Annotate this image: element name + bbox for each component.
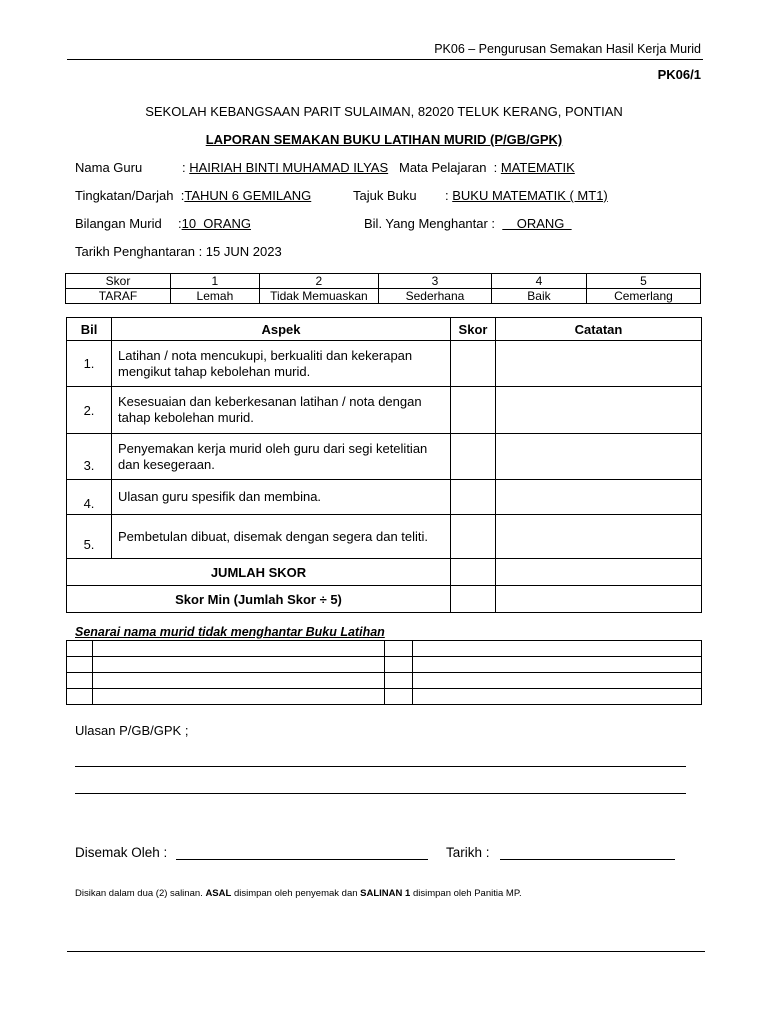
date-label: Tarikh : bbox=[446, 845, 490, 860]
total-score-label: JUMLAH SKOR bbox=[67, 559, 451, 586]
header-divider bbox=[67, 59, 703, 60]
report-title: LAPORAN SEMAKAN BUKU LATIHAN MURID (P/GB/GPK) bbox=[205, 132, 563, 147]
score-cell[interactable] bbox=[451, 434, 496, 480]
bilangan-murid-field bbox=[178, 216, 251, 231]
student-number-cell[interactable] bbox=[385, 641, 413, 657]
comments-line-1[interactable] bbox=[75, 766, 686, 767]
score-scale-cell: Sederhana bbox=[378, 289, 491, 304]
student-number-cell[interactable] bbox=[385, 657, 413, 673]
footer-note-asal: ASAL bbox=[205, 888, 232, 899]
table-row bbox=[67, 480, 702, 515]
form-header-title: PK06 – Pengurusan Semakan Hasil Kerja Murid bbox=[434, 42, 701, 56]
nama-guru-sep: : bbox=[182, 160, 190, 175]
mata-pelajaran-label: Mata Pelajaran : bbox=[399, 160, 501, 175]
aspect-table bbox=[66, 317, 702, 613]
aspect-text: Kesesuaian dan keberkesanan latihan / nota dengan tahap kebolehan murid. bbox=[112, 387, 451, 434]
table-row bbox=[67, 434, 702, 480]
footer-note-part3: disimpan oleh Panitia MP. bbox=[410, 888, 522, 899]
aspect-table-header bbox=[67, 318, 702, 341]
bottom-divider bbox=[67, 951, 705, 952]
aspect-text: Ulasan guru spesifik dan membina. bbox=[112, 480, 451, 515]
tajuk-buku-sep: : bbox=[445, 188, 453, 203]
score-scale-row-scores bbox=[66, 274, 701, 289]
footer-note-salinan: SALINAN 1 bbox=[360, 888, 411, 899]
tingkatan-value: TAHUN 6 GEMILANG bbox=[184, 188, 312, 203]
tajuk-buku-label: Tajuk Buku bbox=[353, 188, 417, 203]
score-scale-cell: Skor bbox=[66, 274, 171, 289]
bilangan-murid-value: 10 ORANG bbox=[181, 216, 251, 231]
table-row bbox=[67, 689, 702, 705]
remarks-cell[interactable] bbox=[496, 434, 702, 480]
tarikh-penghantaran: Tarikh Penghantaran : 15 JUN 2023 bbox=[75, 244, 282, 259]
student-name-cell[interactable] bbox=[93, 641, 385, 657]
score-scale-table bbox=[65, 273, 701, 304]
comments-line-2[interactable] bbox=[75, 793, 686, 794]
score-scale-cell: 1 bbox=[170, 274, 259, 289]
mean-score-row bbox=[67, 586, 702, 613]
bil-menghantar-label: Bil. Yang Menghantar : bbox=[364, 216, 503, 231]
tingkatan-label: Tingkatan/Darjah : bbox=[75, 188, 185, 203]
score-scale-cell: Tidak Memuaskan bbox=[259, 289, 378, 304]
school-name: SEKOLAH KEBANGSAAN PARIT SULAIMAN, 82020 TELUK KERANG, PONTIAN bbox=[145, 104, 623, 119]
footer-note-part1: Disikan dalam dua (2) salinan. bbox=[75, 888, 206, 899]
score-cell[interactable] bbox=[451, 387, 496, 434]
score-scale-cell: TARAF bbox=[66, 289, 171, 304]
remarks-cell[interactable] bbox=[496, 515, 702, 559]
missing-students-title: Senarai nama murid tidak menghantar Buku Latihan bbox=[75, 625, 385, 639]
tajuk-buku-field bbox=[445, 188, 608, 203]
bilangan-murid-sep: : bbox=[178, 216, 182, 231]
remarks-cell[interactable] bbox=[496, 480, 702, 515]
score-cell[interactable] bbox=[451, 515, 496, 559]
score-cell[interactable] bbox=[451, 341, 496, 387]
score-scale-cell: 4 bbox=[492, 274, 587, 289]
mata-pelajaran-value: MATEMATIK bbox=[500, 160, 575, 175]
student-name-cell[interactable] bbox=[93, 689, 385, 705]
table-row bbox=[67, 657, 702, 673]
form-number: PK06/1 bbox=[657, 67, 701, 82]
bilangan-murid-label: Bilangan Murid bbox=[75, 216, 162, 231]
total-score-cell[interactable] bbox=[451, 559, 496, 586]
row-number: 5. bbox=[67, 515, 112, 559]
remarks-cell[interactable] bbox=[496, 387, 702, 434]
student-name-cell[interactable] bbox=[413, 641, 702, 657]
bil-menghantar-value: ORANG bbox=[502, 216, 572, 231]
column-header-bil: Bil bbox=[67, 318, 112, 341]
column-header-catatan: Catatan bbox=[496, 318, 702, 341]
date-line[interactable] bbox=[500, 859, 675, 860]
score-scale-row-levels bbox=[66, 289, 701, 304]
table-row bbox=[67, 673, 702, 689]
aspect-text: Penyemakan kerja murid oleh guru dari segi ketelitian dan kesegeraan. bbox=[112, 434, 451, 480]
student-number-cell[interactable] bbox=[385, 689, 413, 705]
remarks-cell[interactable] bbox=[496, 341, 702, 387]
mean-score-label: Skor Min (Jumlah Skor ÷ 5) bbox=[67, 586, 451, 613]
column-header-skor: Skor bbox=[451, 318, 496, 341]
missing-students-table bbox=[66, 640, 702, 705]
table-row bbox=[67, 341, 702, 387]
nama-guru-field bbox=[182, 160, 388, 175]
student-number-cell[interactable] bbox=[67, 673, 93, 689]
score-scale-cell: Lemah bbox=[170, 289, 259, 304]
mata-pelajaran-field bbox=[399, 160, 575, 175]
student-number-cell[interactable] bbox=[67, 657, 93, 673]
student-name-cell[interactable] bbox=[93, 657, 385, 673]
row-number: 1. bbox=[67, 341, 112, 387]
bil-menghantar-field bbox=[364, 216, 572, 231]
tajuk-buku-value: BUKU MATEMATIK ( MT1) bbox=[452, 188, 608, 203]
score-cell[interactable] bbox=[451, 480, 496, 515]
student-name-cell[interactable] bbox=[413, 689, 702, 705]
footer-note bbox=[75, 888, 522, 899]
student-number-cell[interactable] bbox=[385, 673, 413, 689]
table-row bbox=[67, 515, 702, 559]
student-number-cell[interactable] bbox=[67, 689, 93, 705]
nama-guru-label: Nama Guru bbox=[75, 160, 143, 175]
tingkatan-field bbox=[75, 188, 311, 203]
row-number: 2. bbox=[67, 387, 112, 434]
checked-by-label: Disemak Oleh : bbox=[75, 845, 168, 860]
row-number: 3. bbox=[67, 434, 112, 480]
nama-guru-value: HAIRIAH BINTI MUHAMAD ILYAS bbox=[189, 160, 389, 175]
aspect-text: Latihan / nota mencukupi, berkualiti dan kekerapan mengikut tahap kebolehan murid. bbox=[112, 341, 451, 387]
score-scale-cell: 2 bbox=[259, 274, 378, 289]
aspect-text: Pembetulan dibuat, disemak dengan segera dan teliti. bbox=[112, 515, 451, 559]
footer-note-part2: disimpan oleh penyemak dan bbox=[231, 888, 361, 899]
student-name-cell[interactable] bbox=[413, 673, 702, 689]
mean-remarks-cell[interactable] bbox=[496, 586, 702, 613]
table-row bbox=[67, 641, 702, 657]
student-name-cell[interactable] bbox=[413, 657, 702, 673]
score-scale-cell: 3 bbox=[378, 274, 491, 289]
score-scale-cell: 5 bbox=[586, 274, 700, 289]
comments-label: Ulasan P/GB/GPK ; bbox=[75, 723, 189, 738]
checked-by-line[interactable] bbox=[176, 859, 428, 860]
score-scale-cell: Baik bbox=[492, 289, 587, 304]
column-header-aspek: Aspek bbox=[112, 318, 451, 341]
score-scale-cell: Cemerlang bbox=[586, 289, 700, 304]
student-name-cell[interactable] bbox=[93, 673, 385, 689]
student-number-cell[interactable] bbox=[67, 641, 93, 657]
total-remarks-cell[interactable] bbox=[496, 559, 702, 586]
mean-score-cell[interactable] bbox=[451, 586, 496, 613]
table-row bbox=[67, 387, 702, 434]
total-score-row bbox=[67, 559, 702, 586]
row-number: 4. bbox=[67, 480, 112, 515]
